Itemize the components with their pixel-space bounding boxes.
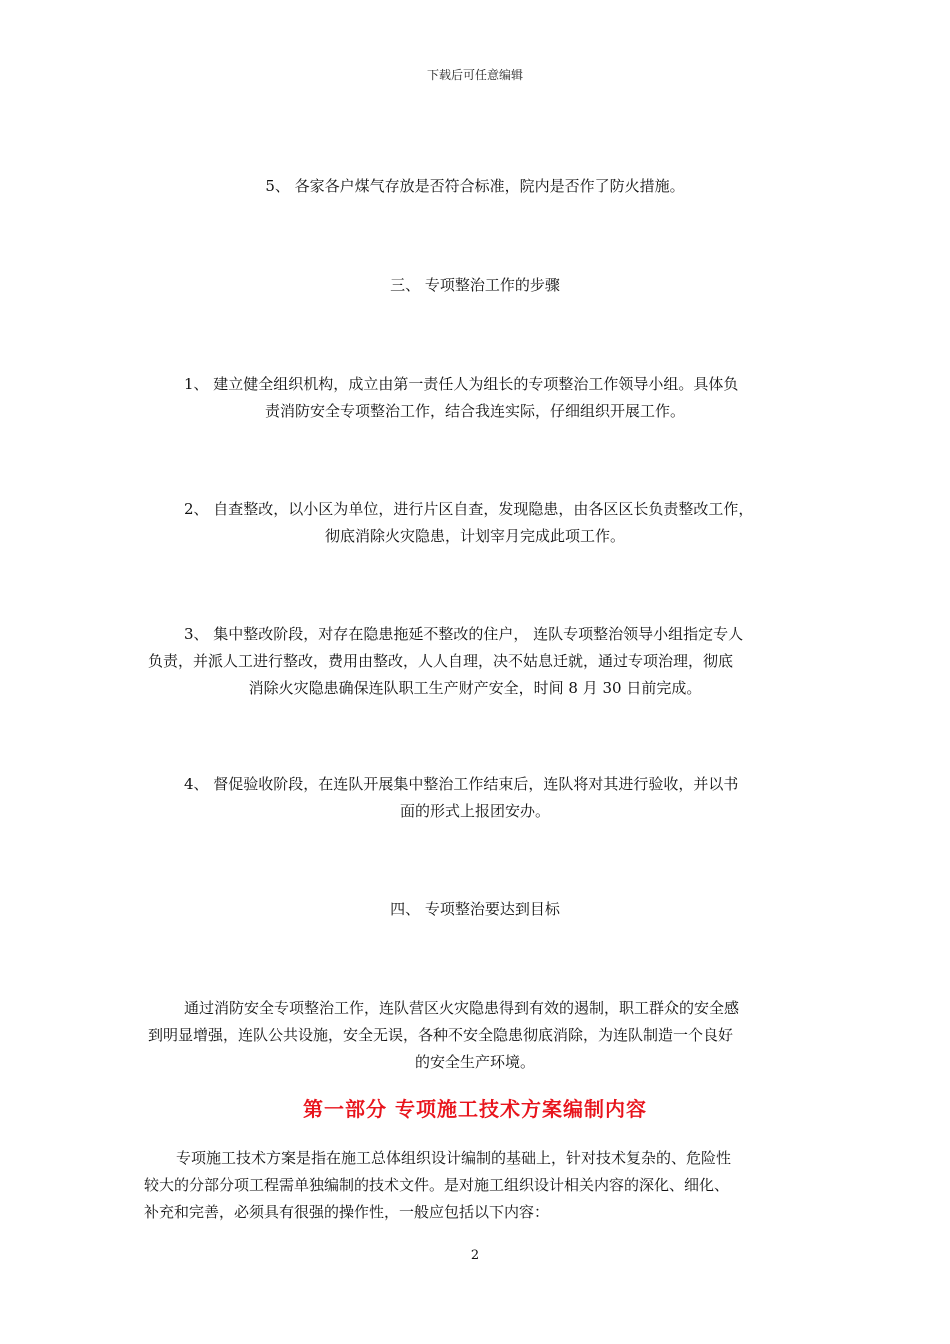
item-5: 5、 各家各户煤气存放是否符合标准，院内是否作了防火措施。: [265, 177, 685, 195]
part-1-title: 第一部分 专项施工技术方案编制内容: [303, 1097, 647, 1121]
part-1-line-2: 较大的分部分项工程需单独编制的技术文件。是对施工组织设计相关内容的深化、细化、: [144, 1176, 730, 1194]
step-1-line-2: 责消防安全专项整治工作，结合我连实际，仔细组织开展工作。: [264, 402, 685, 420]
section-3-heading: 三、 专项整治工作的步骤: [390, 276, 560, 294]
step-3-line-3: 消除火灾隐患确保连队职工生产财产安全，时间 8 月 30 日前完成。: [248, 679, 702, 697]
step-2-line-2: 彻底消除火灾隐患，计划宰月完成此项工作。: [324, 527, 625, 545]
page-number: 2: [470, 1248, 480, 1263]
goal-line-1: 通过消防安全专项整治工作，连队营区火灾隐患得到有效的遏制，职工群众的安全感: [184, 999, 740, 1017]
goal-line-2: 到明显增强，连队公共设施，安全无误，各种不安全隐患彻底消除，为连队制造一个良好: [148, 1026, 734, 1044]
step-3-line-1: 3、 集中整改阶段，对存在隐患拖延不整改的住户， 连队专项整治领导小组指定专人: [184, 625, 744, 643]
step-4-line-2: 面的形式上报团安办。: [399, 802, 550, 820]
step-2-line-1: 2、 自查整改，以小区为单位，进行片区自查，发现隐患，由各区区长负责整改工作，: [184, 500, 754, 518]
part-1-line-1: 专项施工技术方案是指在施工总体组织设计编制的基础上，针对技术复杂的、危险性: [176, 1149, 732, 1167]
section-4-heading: 四、 专项整治要达到目标: [390, 900, 560, 918]
step-4-line-1: 4、 督促验收阶段，在连队开展集中整治工作结束后，连队将对其进行验收，并以书: [184, 775, 739, 793]
goal-line-3: 的安全生产环境。: [414, 1053, 535, 1071]
page-header: 下载后可任意编辑: [426, 68, 523, 82]
part-1-line-3: 补充和完善，必须具有很强的操作性，一般应包括以下内容：: [144, 1203, 550, 1221]
step-3-line-2: 负责，并派人工进行整改，费用由整改，人人自理，决不姑息迁就，通过专项治理，彻底: [148, 652, 734, 670]
step-1-line-1: 1、 建立健全组织机构，成立由第一责任人为组长的专项整治工作领导小组。具体负: [184, 375, 739, 393]
